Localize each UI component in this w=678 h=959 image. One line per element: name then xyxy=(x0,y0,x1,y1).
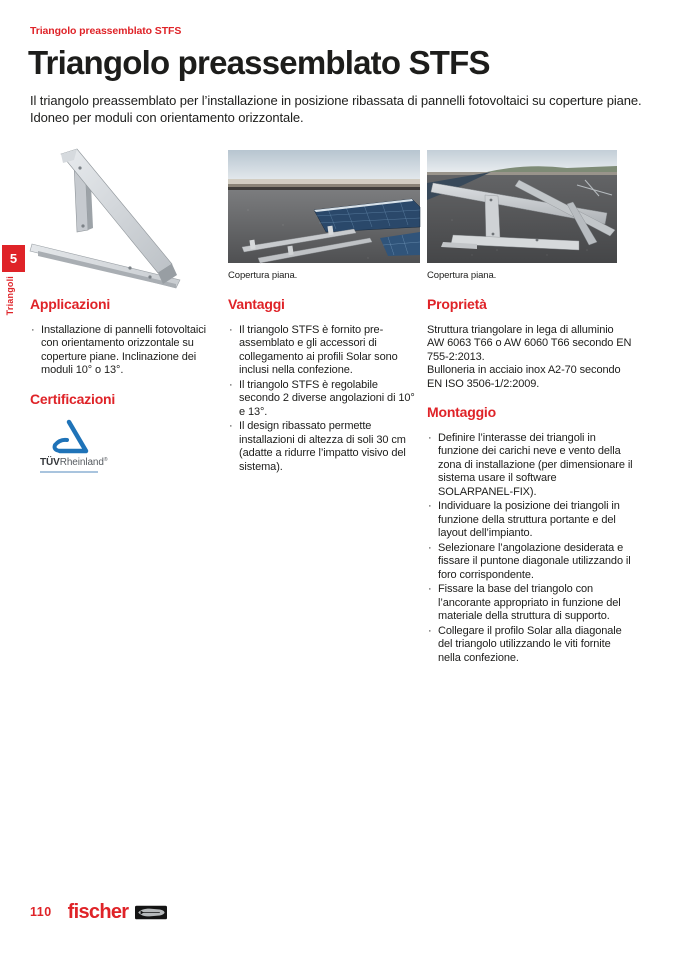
applications-heading: Applicazioni xyxy=(30,296,111,312)
product-photo-triangle xyxy=(30,148,202,288)
assembly-step: · Selezionare l’angolazione desiderata e fissare il puntone diagonale utilizzando il foro corrispondente. xyxy=(427,542,633,583)
roof-photo xyxy=(228,150,420,263)
tuv-rheinland-logo xyxy=(40,418,108,473)
properties-line: 755-2:2013. xyxy=(427,350,485,363)
product-render xyxy=(30,148,202,288)
intro-line: Idoneo per moduli con orientamento orizzontale. xyxy=(30,110,304,125)
intro-paragraph xyxy=(30,92,642,126)
fischer-wordmark: fischer xyxy=(67,901,129,923)
breadcrumb-eyebrow: Triangolo preassemblato STFS xyxy=(30,25,182,37)
chapter-number: 5 xyxy=(9,251,18,266)
application-item: · Installazione di pannelli fotovoltaici con orientamento orizzontale su coperture piane. Inclinazione dei moduli 10° o 13°. xyxy=(30,324,212,378)
properties-line: Bulloneria in acciaio inox A2-70 secondo xyxy=(427,364,621,376)
roof-photo xyxy=(427,150,617,263)
advantage-item: · Il triangolo STFS è fornito pre-assemblato e gli accessori di collegamento ai profili Solar sono inclusi nella confezione. xyxy=(228,324,420,378)
assembly-heading: Montaggio xyxy=(427,404,496,420)
column-advantages xyxy=(228,298,420,475)
certifications-heading: Certificazioni xyxy=(30,390,116,407)
advantages-heading: Vantaggi xyxy=(228,296,285,312)
page-number: 110 xyxy=(30,905,52,919)
chapter-label: Triangoli xyxy=(5,276,15,316)
column-properties xyxy=(427,298,633,666)
tuv-triangle-icon xyxy=(48,418,90,454)
fischer-plug-icon xyxy=(135,905,167,920)
application-photo-triangle-closeup xyxy=(427,150,617,281)
tuv-underline xyxy=(40,471,98,473)
photo-caption: Copertura piana. xyxy=(427,270,497,281)
page-footer xyxy=(30,903,167,921)
assembly-step: · Individuare la posizione dei triangoli in funzione della struttura portante e del layout dell’impianto. xyxy=(427,500,633,541)
photo-caption: Copertura piana. xyxy=(228,270,298,281)
advantage-item: · Il triangolo STFS è regolabile secondo 2 diverse angolazioni di 10° e 13°. xyxy=(228,379,420,420)
properties-line: EN ISO 3506-1/2:2009. xyxy=(427,377,540,390)
application-photo-flat-roof xyxy=(228,150,420,281)
properties-line: Struttura triangolare in lega di alluminio xyxy=(427,323,614,336)
properties-heading: Proprietà xyxy=(427,296,487,312)
chapter-tab xyxy=(2,245,25,272)
assembly-step: · Fissare la base del triangolo con l’ancorante appropriato in funzione del materiale della struttura di supporto. xyxy=(427,583,633,624)
assembly-step: · Collegare il profilo Solar alla diagonale del triangolo utilizzando le viti fornite nella confezione. xyxy=(427,625,633,666)
intro-line: Il triangolo preassemblato per l’installazione in posizione ribassata di pannelli fotovoltaici su coperture piane. xyxy=(30,93,642,108)
page-title: Triangolo preassemblato STFS xyxy=(28,44,490,81)
assembly-step: · Definire l’interasse dei triangoli in funzione dei carichi neve e vento della zona di installazione (per dimensionare il sistema usare il software SOLARPANEL-FIX). xyxy=(427,432,633,500)
properties-line: AW 6063 T66 o AW 6060 T66 secondo EN xyxy=(427,337,632,349)
column-applications xyxy=(30,298,212,473)
tuv-wordmark: TÜVRheinland® xyxy=(40,457,108,468)
advantage-item: · Il design ribassato permette installazioni di altezza di soli 30 cm (adatte a ridurre l’impatto visivo del sistema). xyxy=(228,420,420,474)
